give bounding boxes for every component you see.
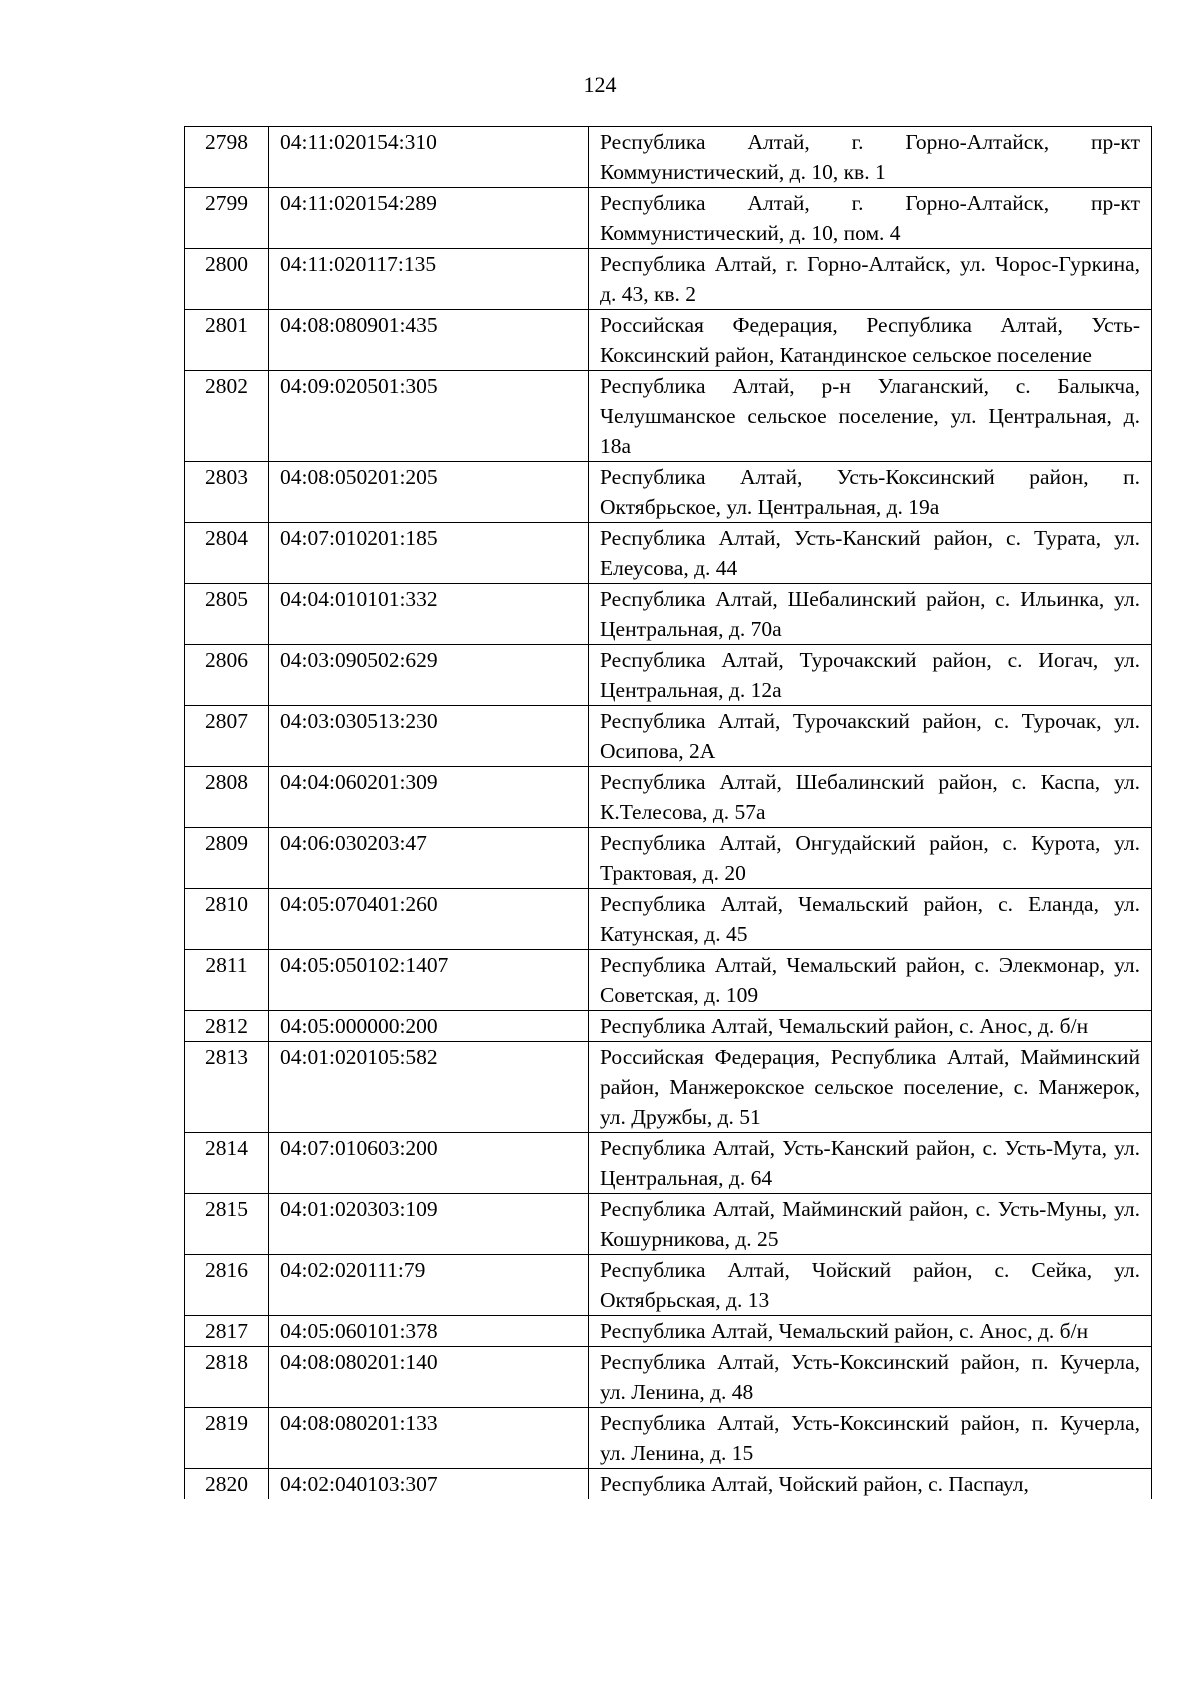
table-row: [185, 462, 1152, 523]
address-cell: Республика Алтай, Чемальский район, с. Еланда, ул. Катунская, д. 45: [589, 889, 1152, 950]
address-cell: Республика Алтай, Усть-Коксинский район, п. Кучерла, ул. Ленина, д. 48: [589, 1347, 1152, 1408]
address-cell: Республика Алтай, Усть-Канский район, с. Усть-Мута, ул. Центральная, д. 64: [589, 1133, 1152, 1194]
cadastral-number-cell: 04:03:030513:230: [269, 706, 589, 767]
address-cell: Республика Алтай, Майминский район, с. Усть-Муны, ул. Кошурникова, д. 25: [589, 1194, 1152, 1255]
cadastral-number-cell: 04:08:080201:140: [269, 1347, 589, 1408]
row-number-cell: 2803: [185, 462, 269, 523]
cadastral-number-cell: 04:07:010603:200: [269, 1133, 589, 1194]
address-cell: Российская Федерация, Республика Алтай, Майминский район, Манжерокское сельское поселение, с. Манжерок, ул. Дружбы, д. 51: [589, 1042, 1152, 1133]
row-number-cell: 2802: [185, 371, 269, 462]
address-cell: Республика Алтай, г. Горно-Алтайск, ул. Чорос-Гуркина, д. 43, кв. 2: [589, 249, 1152, 310]
cadastral-number-cell: 04:05:000000:200: [269, 1011, 589, 1042]
cadastral-number-cell: 04:05:050102:1407: [269, 950, 589, 1011]
row-number-cell: 2799: [185, 188, 269, 249]
table-row: [185, 1408, 1152, 1469]
table-row: [185, 1042, 1152, 1133]
cadastral-number-cell: 04:11:020117:135: [269, 249, 589, 310]
table-row: [185, 127, 1152, 188]
table-row: [185, 584, 1152, 645]
table-row: [185, 523, 1152, 584]
row-number-cell: 2814: [185, 1133, 269, 1194]
table-row: [185, 1011, 1152, 1042]
registry-table-body: [185, 127, 1152, 1500]
address-cell: Республика Алтай, Онгудайский район, с. Курота, ул. Трактовая, д. 20: [589, 828, 1152, 889]
row-number-cell: 2808: [185, 767, 269, 828]
cadastral-number-cell: 04:04:060201:309: [269, 767, 589, 828]
row-number-cell: 2818: [185, 1347, 269, 1408]
table-row: [185, 1133, 1152, 1194]
cadastral-number-cell: 04:06:030203:47: [269, 828, 589, 889]
cadastral-number-cell: 04:08:080201:133: [269, 1408, 589, 1469]
address-cell: Республика Алтай, Шебалинский район, с. Каспа, ул. К.Телесова, д. 57а: [589, 767, 1152, 828]
table-row: [185, 371, 1152, 462]
table-row: [185, 767, 1152, 828]
row-number-cell: 2809: [185, 828, 269, 889]
row-number-cell: 2812: [185, 1011, 269, 1042]
table-row: [185, 1469, 1152, 1500]
address-cell: Республика Алтай, Чойский район, с. Сейка, ул. Октябрьская, д. 13: [589, 1255, 1152, 1316]
row-number-cell: 2805: [185, 584, 269, 645]
table-row: [185, 706, 1152, 767]
row-number-cell: 2811: [185, 950, 269, 1011]
row-number-cell: 2820: [185, 1469, 269, 1500]
cadastral-number-cell: 04:05:060101:378: [269, 1316, 589, 1347]
row-number-cell: 2806: [185, 645, 269, 706]
cadastral-number-cell: 04:11:020154:310: [269, 127, 589, 188]
address-cell: Республика Алтай, Чемальский район, с. Элекмонар, ул. Советская, д. 109: [589, 950, 1152, 1011]
row-number-cell: 2817: [185, 1316, 269, 1347]
cadastral-number-cell: 04:07:010201:185: [269, 523, 589, 584]
address-cell: Республика Алтай, Усть-Коксинский район, п. Кучерла, ул. Ленина, д. 15: [589, 1408, 1152, 1469]
page-number: 124: [583, 72, 617, 97]
cadastral-number-cell: 04:02:040103:307: [269, 1469, 589, 1500]
address-cell: Республика Алтай, Чойский район, с. Паспаул,: [589, 1469, 1152, 1500]
cadastral-number-cell: 04:03:090502:629: [269, 645, 589, 706]
table-row: [185, 1347, 1152, 1408]
table-row: [185, 889, 1152, 950]
cadastral-number-cell: 04:01:020105:582: [269, 1042, 589, 1133]
row-number-cell: 2798: [185, 127, 269, 188]
address-cell: Республика Алтай, Усть-Коксинский район, п. Октябрьское, ул. Центральная, д. 19а: [589, 462, 1152, 523]
address-cell: Российская Федерация, Республика Алтай, Усть-Коксинский район, Катандинское сельское поселение: [589, 310, 1152, 371]
property-registry-table: [184, 126, 1152, 1499]
row-number-cell: 2807: [185, 706, 269, 767]
cadastral-number-cell: 04:01:020303:109: [269, 1194, 589, 1255]
address-cell: Республика Алтай, Чемальский район, с. Анос, д. б/н: [589, 1316, 1152, 1347]
row-number-cell: 2801: [185, 310, 269, 371]
table-row: [185, 645, 1152, 706]
address-cell: Республика Алтай, Шебалинский район, с. Ильинка, ул. Центральная, д. 70а: [589, 584, 1152, 645]
row-number-cell: 2804: [185, 523, 269, 584]
address-cell: Республика Алтай, Турочакский район, с. Турочак, ул. Осипова, 2А: [589, 706, 1152, 767]
cadastral-number-cell: 04:11:020154:289: [269, 188, 589, 249]
cadastral-number-cell: 04:04:010101:332: [269, 584, 589, 645]
table-row: [185, 828, 1152, 889]
cadastral-number-cell: 04:08:080901:435: [269, 310, 589, 371]
address-cell: Республика Алтай, Чемальский район, с. Анос, д. б/н: [589, 1011, 1152, 1042]
address-cell: Республика Алтай, Усть-Канский район, с. Турата, ул. Елеусова, д. 44: [589, 523, 1152, 584]
table-row: [185, 1194, 1152, 1255]
table-row: [185, 188, 1152, 249]
row-number-cell: 2810: [185, 889, 269, 950]
address-cell: Республика Алтай, Турочакский район, с. Иогач, ул. Центральная, д. 12а: [589, 645, 1152, 706]
cadastral-number-cell: 04:02:020111:79: [269, 1255, 589, 1316]
table-row: [185, 1316, 1152, 1347]
address-cell: Республика Алтай, г. Горно-Алтайск, пр-кт Коммунистический, д. 10, кв. 1: [589, 127, 1152, 188]
cadastral-number-cell: 04:09:020501:305: [269, 371, 589, 462]
cadastral-number-cell: 04:08:050201:205: [269, 462, 589, 523]
row-number-cell: 2819: [185, 1408, 269, 1469]
row-number-cell: 2813: [185, 1042, 269, 1133]
address-cell: Республика Алтай, г. Горно-Алтайск, пр-кт Коммунистический, д. 10, пом. 4: [589, 188, 1152, 249]
cadastral-number-cell: 04:05:070401:260: [269, 889, 589, 950]
table-row: [185, 310, 1152, 371]
row-number-cell: 2816: [185, 1255, 269, 1316]
table-row: [185, 249, 1152, 310]
row-number-cell: 2815: [185, 1194, 269, 1255]
row-number-cell: 2800: [185, 249, 269, 310]
table-row: [185, 950, 1152, 1011]
table-row: [185, 1255, 1152, 1316]
address-cell: Республика Алтай, р-н Улаганский, с. Балыкча, Челушманское сельское поселение, ул. Центральная, д. 18а: [589, 371, 1152, 462]
